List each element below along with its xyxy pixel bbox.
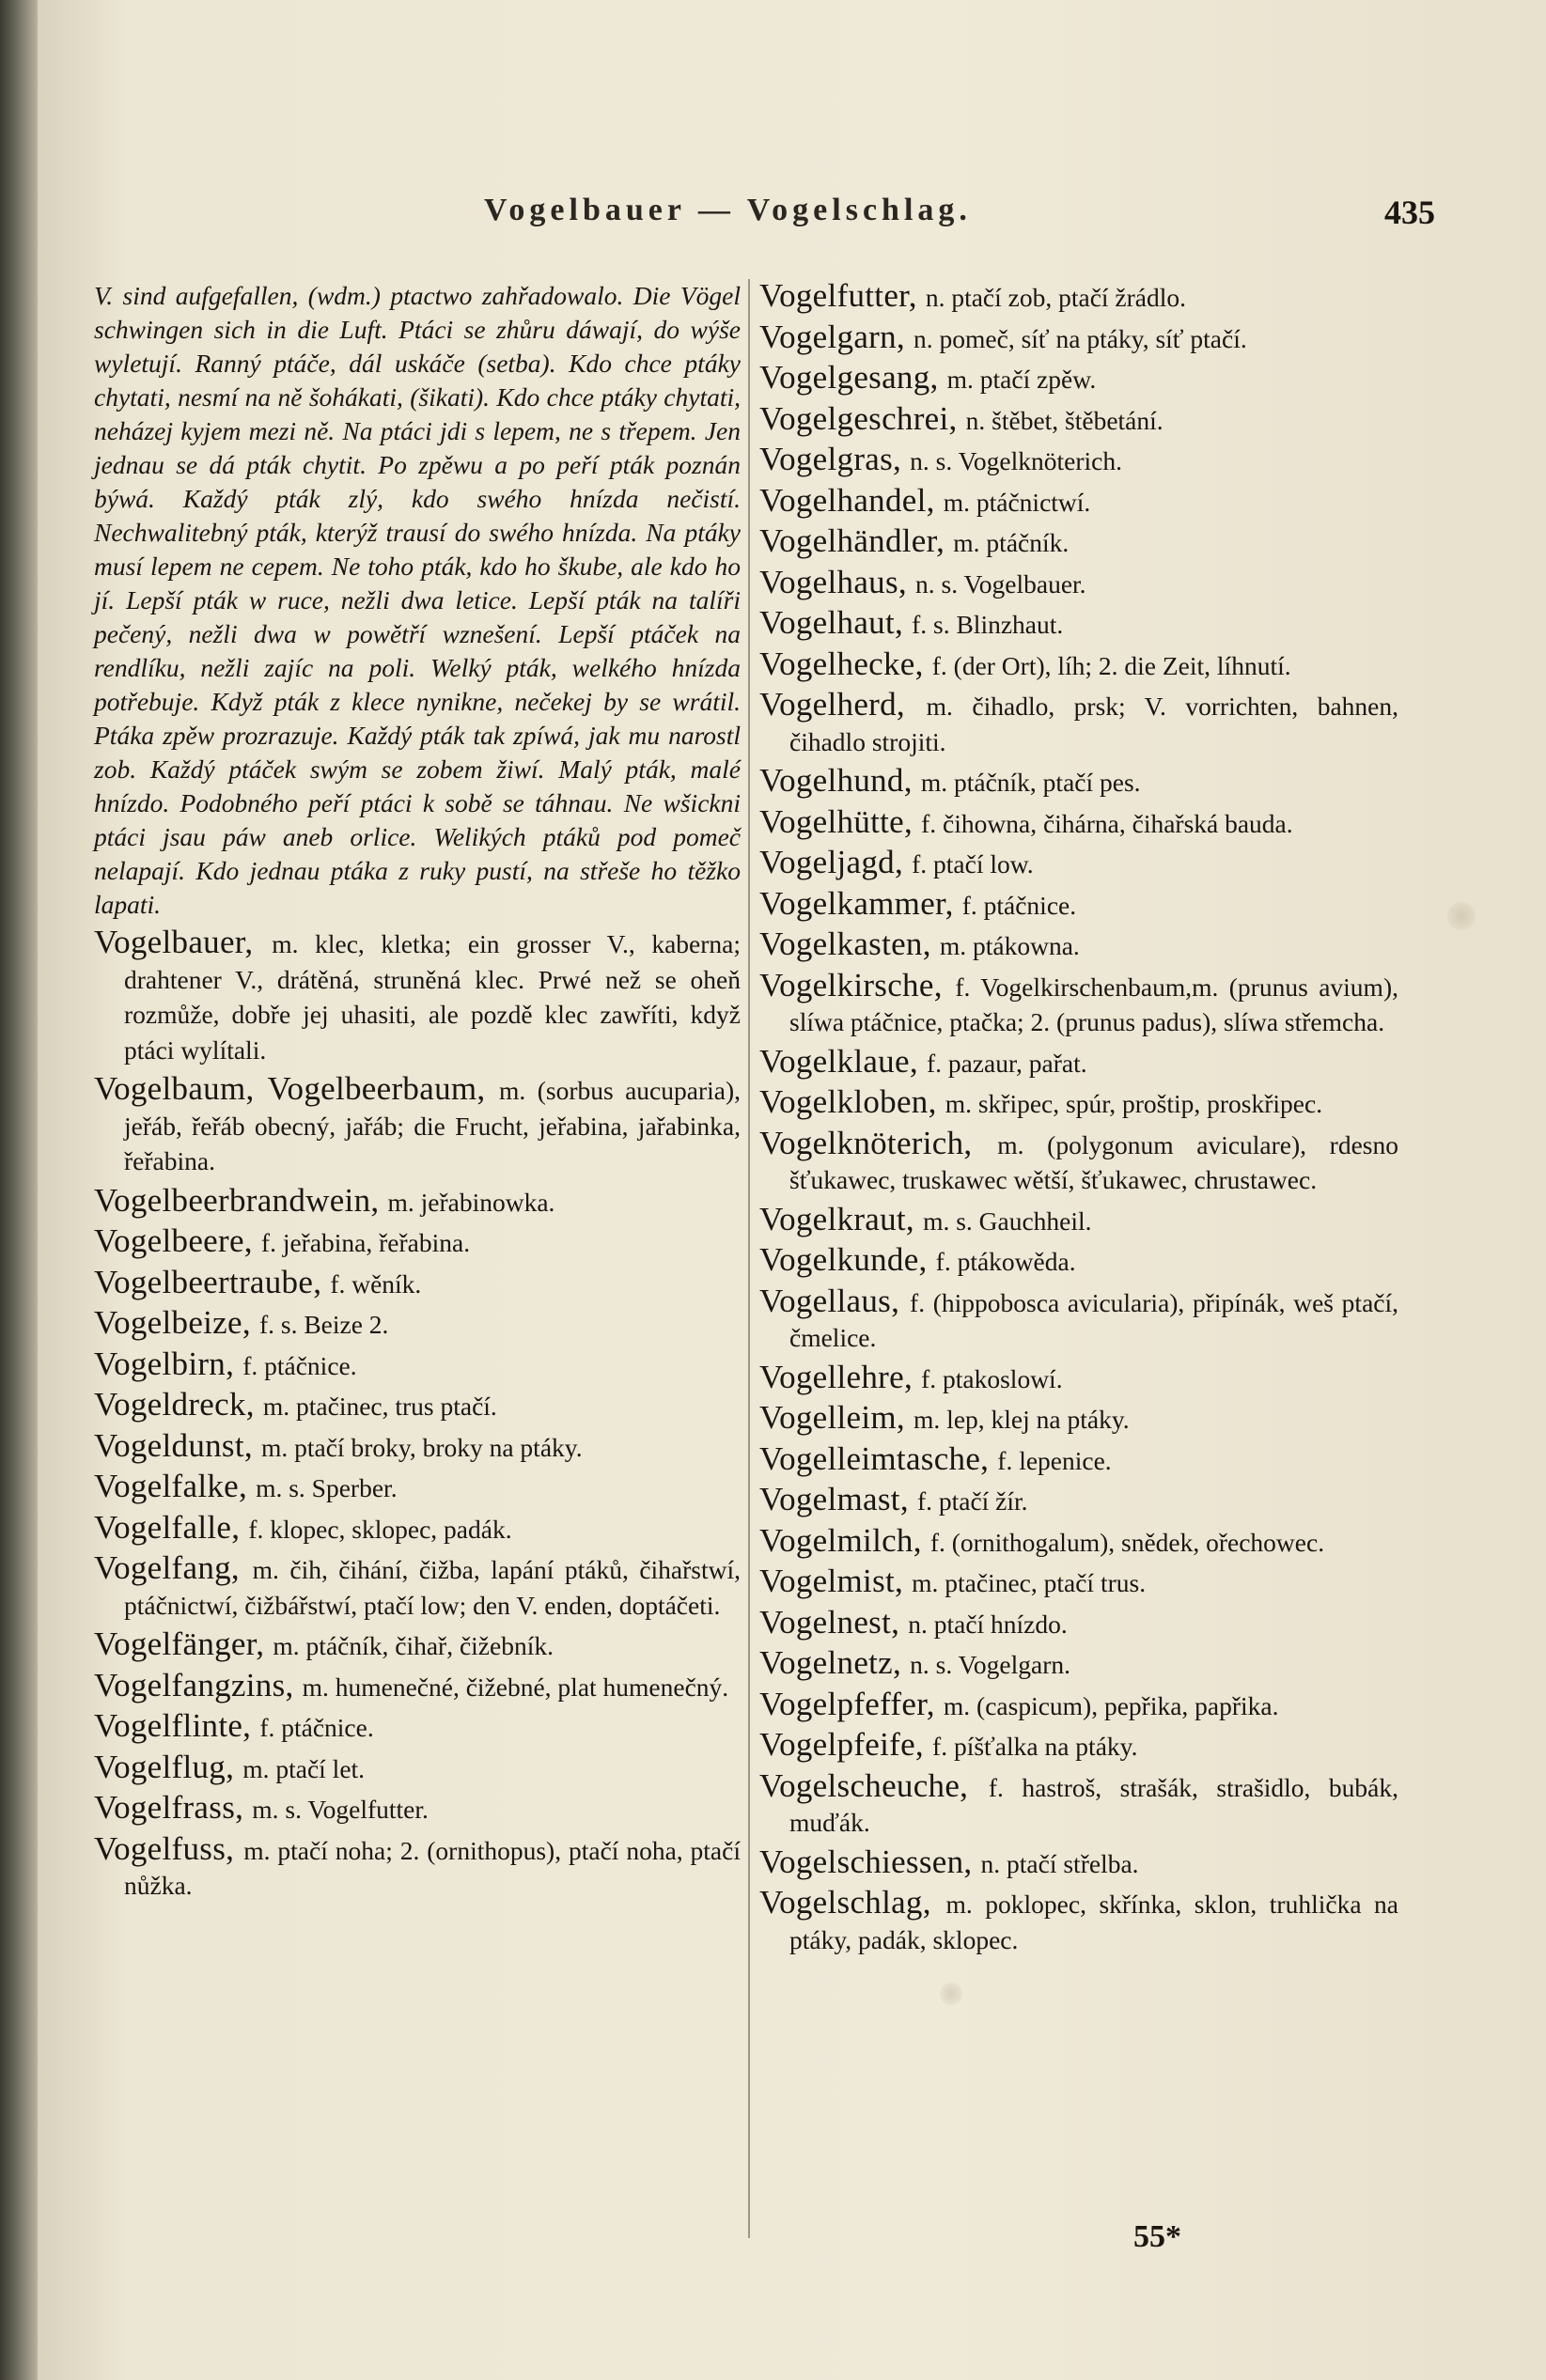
- entry-headword: Vogelfang,: [94, 1549, 240, 1586]
- entry-definition: f. ptačí low.: [912, 849, 1034, 879]
- entry-definition: n. štěbet, štěbetání.: [965, 405, 1163, 435]
- entry-definition: n. s. Vogelgarn.: [910, 1650, 1070, 1679]
- entry-definition: m. ptačí noha; 2. (ornithopus), ptačí noha, ptačí nůžka.: [124, 1835, 741, 1900]
- dictionary-entry: [94, 1666, 741, 1706]
- dictionary-entry: [94, 1709, 741, 1747]
- dictionary-entry: [759, 443, 1398, 480]
- dictionary-entry: [94, 1306, 741, 1344]
- entry-definition: m. ptačí zpěw.: [946, 365, 1097, 394]
- entry-definition: f. (der Ort), líh; 2. die Zeit, líhnutí.: [931, 650, 1291, 680]
- entry-definition: m. humenečné, čižebné, plat humenečný.: [302, 1672, 729, 1702]
- entry-definition: m. skřipec, spúr, proštip, proskřipec.: [945, 1089, 1323, 1118]
- entry-headword: Vogelkasten,: [759, 926, 931, 962]
- dictionary-entry: [94, 1224, 741, 1262]
- dictionary-entry: [94, 1263, 741, 1303]
- dictionary-entry: [759, 606, 1398, 644]
- entry-headword: Vogelfänger,: [94, 1626, 265, 1662]
- dictionary-entry: [94, 1551, 741, 1624]
- dictionary-entry: [759, 1439, 1398, 1480]
- entry-headword: Vogelfangzins,: [94, 1666, 294, 1703]
- entry-definition: f. ptáčnice.: [259, 1713, 374, 1742]
- paper-stain: [940, 1983, 962, 2005]
- entry-definition: n. s. Vogelknöterich.: [910, 446, 1122, 475]
- column-divider: [748, 279, 750, 2238]
- entry-definition: m. lep, klej na ptáky.: [914, 1405, 1130, 1434]
- dictionary-entry: [759, 1845, 1398, 1883]
- dictionary-entry: [94, 1388, 741, 1425]
- entry-definition: n. s. Vogelbauer.: [915, 568, 1086, 599]
- entry-definition: m. ptačinec, ptačí trus.: [912, 1568, 1147, 1597]
- entry-headword: Vogeldreck,: [94, 1386, 255, 1423]
- intro-paragraph: V. sind aufgefallen, (wdm.) ptactwo zahřadowalo. Die Vögel schwingen sich in die Luft. Ptáci se zhůru dáwají, do wýše wyletují. Ranný ptáče, dál uskáče (setba). Kdo chce ptáky chytati, nesmí na ně šohákati, (šikati). Kdo chce ptáky chytati, neházej kyjem mezi ně. Na ptáci jdi s lepem, ne s třepem. Jen jednau se dá pták chytit. Po zpěwu a po peří pták poznán býwá. Každý pták zlý, kdo swého hnízda nečistí. Nechwalitebný pták, kterýž trausí do swého hnízda. Na ptáky musí lepem ne cepem. Ne toho pták, kdo ho škube, ale kdo ho jí. Lepší pták w ruce, nežli dwa letice. Lepší pták na talíři pečený, nežli dwa w powětří wznešení. Lepší ptáček na rendlíku, nežli zajíc na poli. Welký pták, welkého hnízda potřebuje. Když pták z klece nynikne, nečekej by se wrátil. Ptáka zpěw prozrazuje. Každý pták tak zpíwá, jak mu narostl zob. Každý ptáček swým se zobem žiwí. Malý pták, malé hnízdo. Podobného peří ptáci k sobě se táhnau. Ne wšickni ptáci jsau páw aneb orlice. Welikých ptáků pod pomeč nelapají. Kdo jednau ptáka z ruky pustí, na střeše ho těžko lapati.: [94, 281, 741, 919]
- dictionary-entry: [94, 1470, 741, 1507]
- entry-headword: Vogelgesang,: [759, 359, 939, 396]
- entry-headword: Vogelbaum, Vogelbeerbaum,: [94, 1070, 486, 1107]
- dictionary-entry: [759, 1483, 1398, 1520]
- dictionary-entry: [759, 927, 1398, 965]
- dictionary-entry: [759, 399, 1398, 440]
- dictionary-entry: [759, 1564, 1398, 1602]
- entry-headword: Vogelfrass,: [94, 1789, 244, 1826]
- entry-headword: Vogelhecke,: [759, 645, 924, 682]
- entry-definition: m. ptákowna.: [939, 931, 1080, 960]
- entry-headword: Vogelnetz,: [759, 1644, 902, 1681]
- entry-definition: f. pazaur, pařat.: [926, 1048, 1087, 1078]
- entry-headword: Vogelflinte,: [94, 1707, 252, 1744]
- entry-headword: Vogelhaut,: [759, 604, 904, 641]
- entry-definition: m. ptáčnictwí.: [943, 487, 1091, 517]
- left-entry-list: [94, 926, 741, 1905]
- right-column: [759, 279, 1398, 1962]
- entry-definition: m. ptačí broky, broky na ptáky.: [260, 1432, 583, 1462]
- dictionary-entry: [759, 1200, 1398, 1240]
- entry-headword: Vogelbeere,: [94, 1222, 253, 1259]
- dictionary-entry: [759, 1284, 1398, 1357]
- entry-definition: n. ptačí hnízdo.: [908, 1609, 1068, 1639]
- entry-headword: Vogelscheuche,: [759, 1766, 969, 1804]
- dictionary-entry: [759, 764, 1398, 801]
- entry-headword: Vogeljagd,: [759, 844, 904, 880]
- entry-definition: f. Vogelkirschenbaum,m. (prunus avium), slíwa ptáčnice, ptačka; 2. (prunus padus), slíwa střemcha.: [789, 972, 1398, 1036]
- entry-headword: Vogelhund,: [759, 762, 913, 799]
- entry-headword: Vogelmast,: [759, 1481, 909, 1517]
- entry-definition: m. poklopec, skřínka, sklon, truhlička na ptáky, padák, sklopec.: [789, 1890, 1399, 1954]
- dictionary-entry: [759, 966, 1398, 1041]
- entry-definition: m. čihadlo, prsk; V. vorrichten, bahnen, čihadlo strojiti.: [789, 692, 1398, 756]
- entry-definition: f. lepenice.: [997, 1445, 1112, 1475]
- entry-headword: Vogelherd,: [759, 686, 905, 723]
- entry-headword: Vogelhaus,: [759, 563, 907, 600]
- dictionary-entry: [759, 320, 1398, 358]
- entry-definition: n. pomeč, síť na ptáky, síť ptačí.: [914, 323, 1247, 353]
- entry-headword: Vogelbeertraube,: [94, 1263, 322, 1300]
- entry-headword: Vogelbauer,: [94, 924, 254, 960]
- entry-definition: f. klopec, sklopec, padák.: [248, 1514, 512, 1544]
- entry-definition: m. ptačí let.: [242, 1753, 366, 1783]
- entry-headword: Vogelpfeffer,: [759, 1685, 935, 1722]
- dictionary-entry: [759, 1401, 1398, 1439]
- dictionary-entry: [759, 1243, 1398, 1281]
- entry-headword: Vogelfuss,: [94, 1829, 235, 1867]
- entry-headword: Vogelpfeife,: [759, 1726, 924, 1763]
- dictionary-entry: [94, 926, 741, 1068]
- entry-definition: f. ptáčnice.: [242, 1350, 357, 1380]
- dictionary-entry: [94, 1347, 741, 1385]
- entry-headword: Vogelhandel,: [759, 481, 935, 519]
- dictionary-entry: [94, 1181, 741, 1221]
- dictionary-entry: [759, 1521, 1398, 1562]
- entry-headword: Vogelfutter,: [759, 277, 917, 314]
- signature-mark: 55*: [1133, 2219, 1181, 2254]
- entry-definition: f. ptačí žír.: [916, 1486, 1028, 1516]
- entry-headword: Vogelmilch,: [759, 1521, 922, 1559]
- entry-headword: Vogelbirn,: [94, 1345, 235, 1382]
- dictionary-entry: [94, 1627, 741, 1665]
- entry-headword: Vogelfalke,: [94, 1468, 248, 1504]
- running-head: Vogelbauer — Vogelschlag.: [484, 193, 972, 227]
- entry-definition: m. ptačinec, trus ptačí.: [262, 1392, 497, 1421]
- left-column: [94, 279, 741, 1908]
- dictionary-entry: [759, 1042, 1398, 1082]
- entry-definition: m. jeřabinowka.: [387, 1187, 555, 1217]
- entry-headword: Vogelkloben,: [759, 1083, 937, 1120]
- entry-headword: Vogelkunde,: [759, 1241, 928, 1278]
- paper-stain: [1447, 902, 1476, 930]
- entry-definition: f. s. Beize 2.: [258, 1310, 389, 1339]
- entry-definition: f. (ornithogalum), snědek, ořechowec.: [929, 1527, 1325, 1557]
- entry-headword: Vogelflug,: [94, 1748, 235, 1785]
- dictionary-entry: [759, 1124, 1398, 1199]
- dictionary-entry: [759, 647, 1398, 685]
- dictionary-entry: [94, 1426, 741, 1467]
- entry-headword: Vogelmist,: [759, 1563, 904, 1599]
- entry-headword: Vogelleimtasche,: [759, 1439, 990, 1477]
- dictionary-entry: [94, 1791, 741, 1828]
- entry-definition: m. ptáčník, ptačí pes.: [920, 768, 1141, 797]
- dictionary-entry: [94, 1829, 741, 1905]
- dictionary-entry: [759, 1886, 1398, 1958]
- entry-headword: Vogelgras,: [759, 441, 902, 477]
- entry-definition: f. s. Blinzhaut.: [912, 610, 1064, 639]
- dictionary-entry: [759, 279, 1398, 317]
- entry-definition: f. ptákowěda.: [935, 1247, 1076, 1276]
- entry-definition: m. s. Sperber.: [256, 1473, 398, 1502]
- entry-headword: Vogelschiessen,: [759, 1843, 973, 1880]
- dictionary-entry: [94, 1072, 741, 1180]
- dictionary-entry: [759, 1085, 1398, 1123]
- entry-definition: f. čihowna, čihárna, čihařská bauda.: [921, 808, 1293, 838]
- entry-headword: Vogellehre,: [759, 1358, 914, 1395]
- entry-headword: Vogelgeschrei,: [759, 399, 958, 437]
- dictionary-entry: [759, 1766, 1398, 1842]
- dictionary-entry: [759, 361, 1398, 398]
- entry-headword: Vogelleim,: [759, 1399, 905, 1436]
- entry-headword: Vogelnest,: [759, 1603, 900, 1641]
- dictionary-entry: [759, 1358, 1398, 1398]
- entry-definition: m. ptáčník, čihař, čižebník.: [273, 1631, 554, 1660]
- entry-definition: n. ptačí střelba.: [980, 1848, 1139, 1878]
- dictionary-entry: [759, 802, 1398, 843]
- entry-headword: Vogelbeize,: [94, 1304, 251, 1341]
- entry-headword: Vogelklaue,: [759, 1042, 918, 1080]
- entry-definition: m. klec, kletka; ein grosser V., kaberna; drahtener V., drátěná, struněná klec. Prwé než se oheň rozmůže, dobře jej uhasiti, ale pozdě klec zawříti, když ptáci wylítali.: [124, 929, 741, 1065]
- entry-definition: f. ptakoslowí.: [921, 1363, 1063, 1393]
- entry-definition: f. wěník.: [330, 1268, 422, 1299]
- entry-definition: f. jeřabina, řeřabina.: [260, 1228, 471, 1257]
- dictionary-entry: [759, 1603, 1398, 1643]
- book-spine-shadow: [0, 0, 38, 2380]
- entry-definition: m. (caspicum), pepřika, papřika.: [943, 1690, 1279, 1720]
- dictionary-entry: [759, 1685, 1398, 1725]
- entry-definition: f. ptáčnice.: [961, 890, 1077, 920]
- dictionary-entry: [94, 1750, 741, 1788]
- entry-headword: Vogelfalle,: [94, 1508, 241, 1546]
- entry-headword: Vogelknöterich,: [759, 1124, 973, 1161]
- entry-definition: f. (hippobosca avicularia), připínák, weš ptačí, čmelice.: [789, 1287, 1398, 1352]
- entry-definition: f. hastroš, strašák, strašidlo, bubák, muďák.: [789, 1772, 1398, 1837]
- dictionary-entry: [759, 688, 1398, 760]
- dictionary-entry: [94, 1508, 741, 1548]
- entry-headword: Vogelkraut,: [759, 1200, 914, 1237]
- entry-headword: Vogeldunst,: [94, 1426, 253, 1464]
- entry-headword: Vogellaus,: [759, 1282, 900, 1319]
- entry-definition: m. (sorbus aucuparia), jeřáb, řeřáb obecný, jařáb; die Frucht, jeřabina, jařabinka, řeřabina.: [124, 1076, 742, 1175]
- entry-headword: Vogelbeerbrandwein,: [94, 1181, 380, 1219]
- entry-headword: Vogelkirsche,: [759, 966, 943, 1003]
- entry-definition: m. čih, čihání, čižba, lapání ptáků, čihařstwí, ptáčnictwí, čižbářstwí, ptačí low; den V. enden, doptáčeti.: [124, 1555, 741, 1620]
- dictionary-entry: [759, 481, 1398, 521]
- right-entry-list: [759, 279, 1398, 1958]
- dictionary-entry: [759, 563, 1398, 603]
- dictionary-entry: [759, 524, 1398, 562]
- dictionary-entry: [759, 884, 1398, 925]
- entry-definition: m. s. Gauchheil.: [923, 1206, 1092, 1236]
- entry-definition: n. ptačí zob, ptačí žrádlo.: [925, 283, 1187, 312]
- entry-definition: f. píšťalka na ptáky.: [932, 1732, 1138, 1761]
- entry-definition: m. s. Vogelfutter.: [252, 1795, 429, 1824]
- entry-headword: Vogelschlag,: [759, 1884, 931, 1921]
- entry-headword: Vogelhütte,: [759, 802, 914, 840]
- entry-headword: Vogelhändler,: [759, 522, 945, 559]
- dictionary-entry: [759, 1728, 1398, 1766]
- entry-headword: Vogelgarn,: [759, 318, 905, 355]
- entry-definition: m. (polygonum aviculare), rdesno šťukawec, truskawec wětší, šťukawec, chrustawec.: [789, 1129, 1398, 1194]
- dictionary-entry: [759, 846, 1398, 883]
- entry-headword: Vogelkammer,: [759, 884, 954, 922]
- entry-definition: m. ptáčník.: [953, 528, 1070, 557]
- dictionary-entry: [759, 1646, 1398, 1684]
- page-number: 435: [1384, 194, 1435, 231]
